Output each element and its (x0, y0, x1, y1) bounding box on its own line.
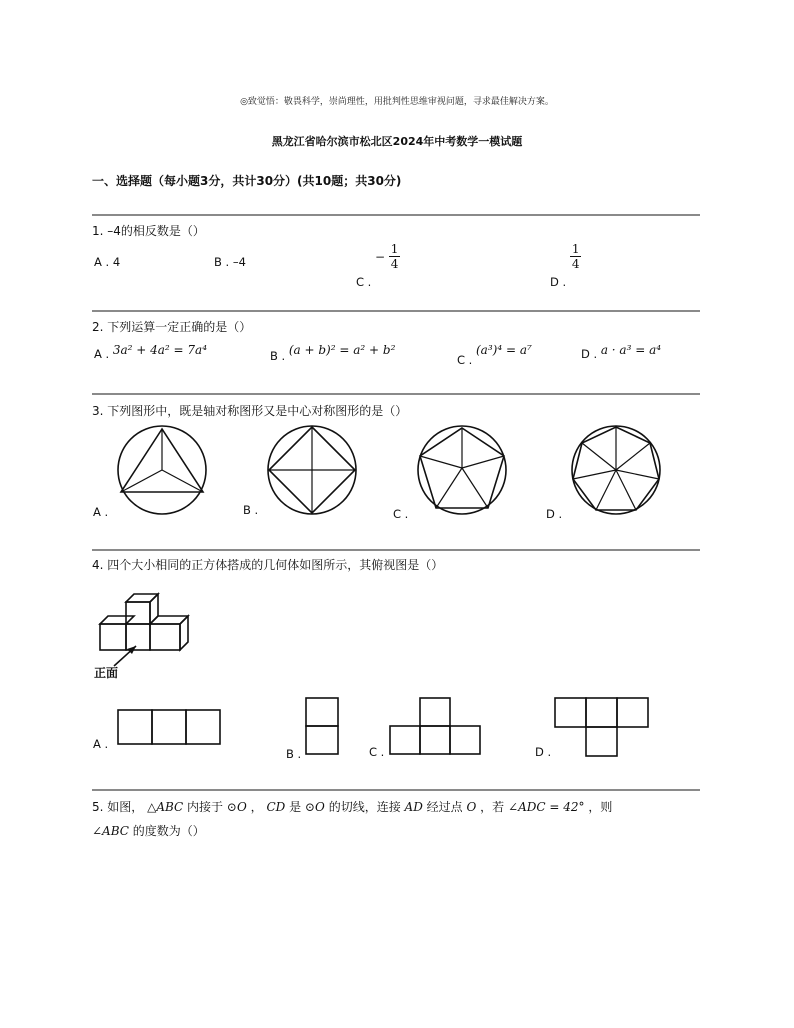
q5-ad: AD (404, 800, 423, 814)
q2-option-b[interactable] (270, 343, 396, 363)
q3-option-a[interactable]: A . (93, 505, 109, 519)
q1-option-d-fraction (570, 242, 582, 271)
q5-triangle: △ABC (147, 800, 184, 814)
q1-d-denominator: 4 (571, 257, 580, 271)
q4-stem: 4. 四个大小相同的正方体搭成的几何体如图所示，其俯视图是（） (92, 558, 444, 572)
q1-option-a[interactable]: A . 4 (94, 255, 121, 269)
q3-stem: 3. 下列图形中，既是轴对称图形又是中心对称图形的是（） (92, 404, 408, 418)
q4-cube-solid-figure (94, 588, 204, 668)
q5-question: 的度数为（） (132, 824, 205, 838)
q2-option-b-label: B . (270, 349, 286, 363)
q5-cd: CD (266, 800, 286, 814)
q1-c-denominator: 4 (390, 257, 399, 271)
q2-option-a-label: A . (94, 347, 110, 361)
q4-option-b[interactable]: B . (286, 747, 302, 761)
q1-d-numerator: 1 (571, 242, 580, 256)
q2-option-a[interactable] (94, 343, 208, 361)
q5-circle-o: ⊙O (226, 800, 247, 814)
q1-option-d[interactable] (550, 242, 581, 289)
q5-is: 是 (289, 800, 302, 814)
q1-option-c[interactable] (356, 242, 400, 289)
q4-option-a[interactable]: A . (93, 737, 109, 751)
q5-angle-adc: ∠ADC = 42° (508, 800, 585, 814)
q5-prefix: 5. 如图， (92, 800, 144, 814)
q5-if: ，若 (480, 800, 505, 814)
q2-option-b-expr: (a + b)² = a² + b² (288, 343, 396, 357)
q5-through: 经过点 (426, 800, 463, 814)
q1-option-c-sign: − (375, 250, 386, 264)
q1-option-c-label: C . (356, 275, 372, 289)
divider-q5 (92, 789, 700, 791)
divider-q1 (92, 214, 700, 216)
q1-stem: 1. –4的相反数是（） (92, 224, 205, 238)
q1-option-d-label: D . (550, 275, 567, 289)
q5-angle-abc: ∠ABC (92, 824, 129, 838)
q1-c-numerator: 1 (390, 242, 399, 256)
q4-option-d[interactable]: D . (535, 745, 552, 759)
q3-figure-b-square-in-circle (262, 424, 362, 516)
q2-option-a-expr: 3a² + 4a² = 7a⁴ (112, 343, 208, 357)
q4-figure-a-three-in-row (117, 709, 223, 745)
q3-figure-c-pentagon-in-circle (412, 424, 512, 516)
q2-option-c-label: C . (457, 353, 473, 367)
q1-option-c-fraction (389, 242, 401, 271)
divider-q3 (92, 393, 700, 395)
divider-q2 (92, 310, 700, 312)
q4-figure-b-two-stacked (305, 697, 341, 757)
q5-circle-o-2: ⊙O (304, 800, 325, 814)
q2-option-c[interactable] (457, 343, 532, 367)
q3-option-c[interactable]: C . (393, 507, 409, 521)
q3-option-d[interactable]: D . (546, 507, 563, 521)
q2-option-d-expr: a · a³ = a⁴ (600, 343, 662, 357)
q3-figure-a-triangle-in-circle (112, 424, 212, 516)
q5-tangent: 的切线，连接 (328, 800, 401, 814)
motto-line: ◎致觉悟：敬畏科学，崇尚理性，用批判性思维审视问题，寻求最佳解决方案。 (240, 97, 554, 107)
q1-option-b[interactable]: B . –4 (214, 255, 246, 269)
q2-option-d[interactable] (581, 343, 662, 361)
q5-stem-line2 (92, 822, 205, 839)
q5-inscribed: 内接于 (187, 800, 224, 814)
q4-option-c[interactable]: C . (369, 745, 385, 759)
q3-figure-d-heptagon-in-circle (566, 424, 666, 516)
q5-comma: ， (250, 800, 263, 814)
q2-option-c-expr: (a³)⁴ = a⁷ (476, 343, 532, 357)
q2-stem: 2. 下列运算一定正确的是（） (92, 320, 252, 334)
q2-option-d-label: D . (581, 347, 598, 361)
q4-figure-d-inverted-t (554, 697, 650, 759)
q3-option-b[interactable]: B . (243, 503, 259, 517)
q5-stem-line1 (92, 798, 702, 815)
divider-q4 (92, 549, 700, 551)
q5-then: ，则 (588, 800, 613, 814)
q4-figure-c-t-shape (389, 697, 483, 757)
q4-front-label: 正面 (94, 666, 119, 680)
exam-title: 黑龙江省哈尔滨市松北区2024年中考数学一模试题 (271, 135, 523, 148)
section-heading: 一、选择题（每小题3分，共计30分）(共10题；共30分) (92, 174, 402, 188)
q5-point-o: O (466, 800, 477, 814)
